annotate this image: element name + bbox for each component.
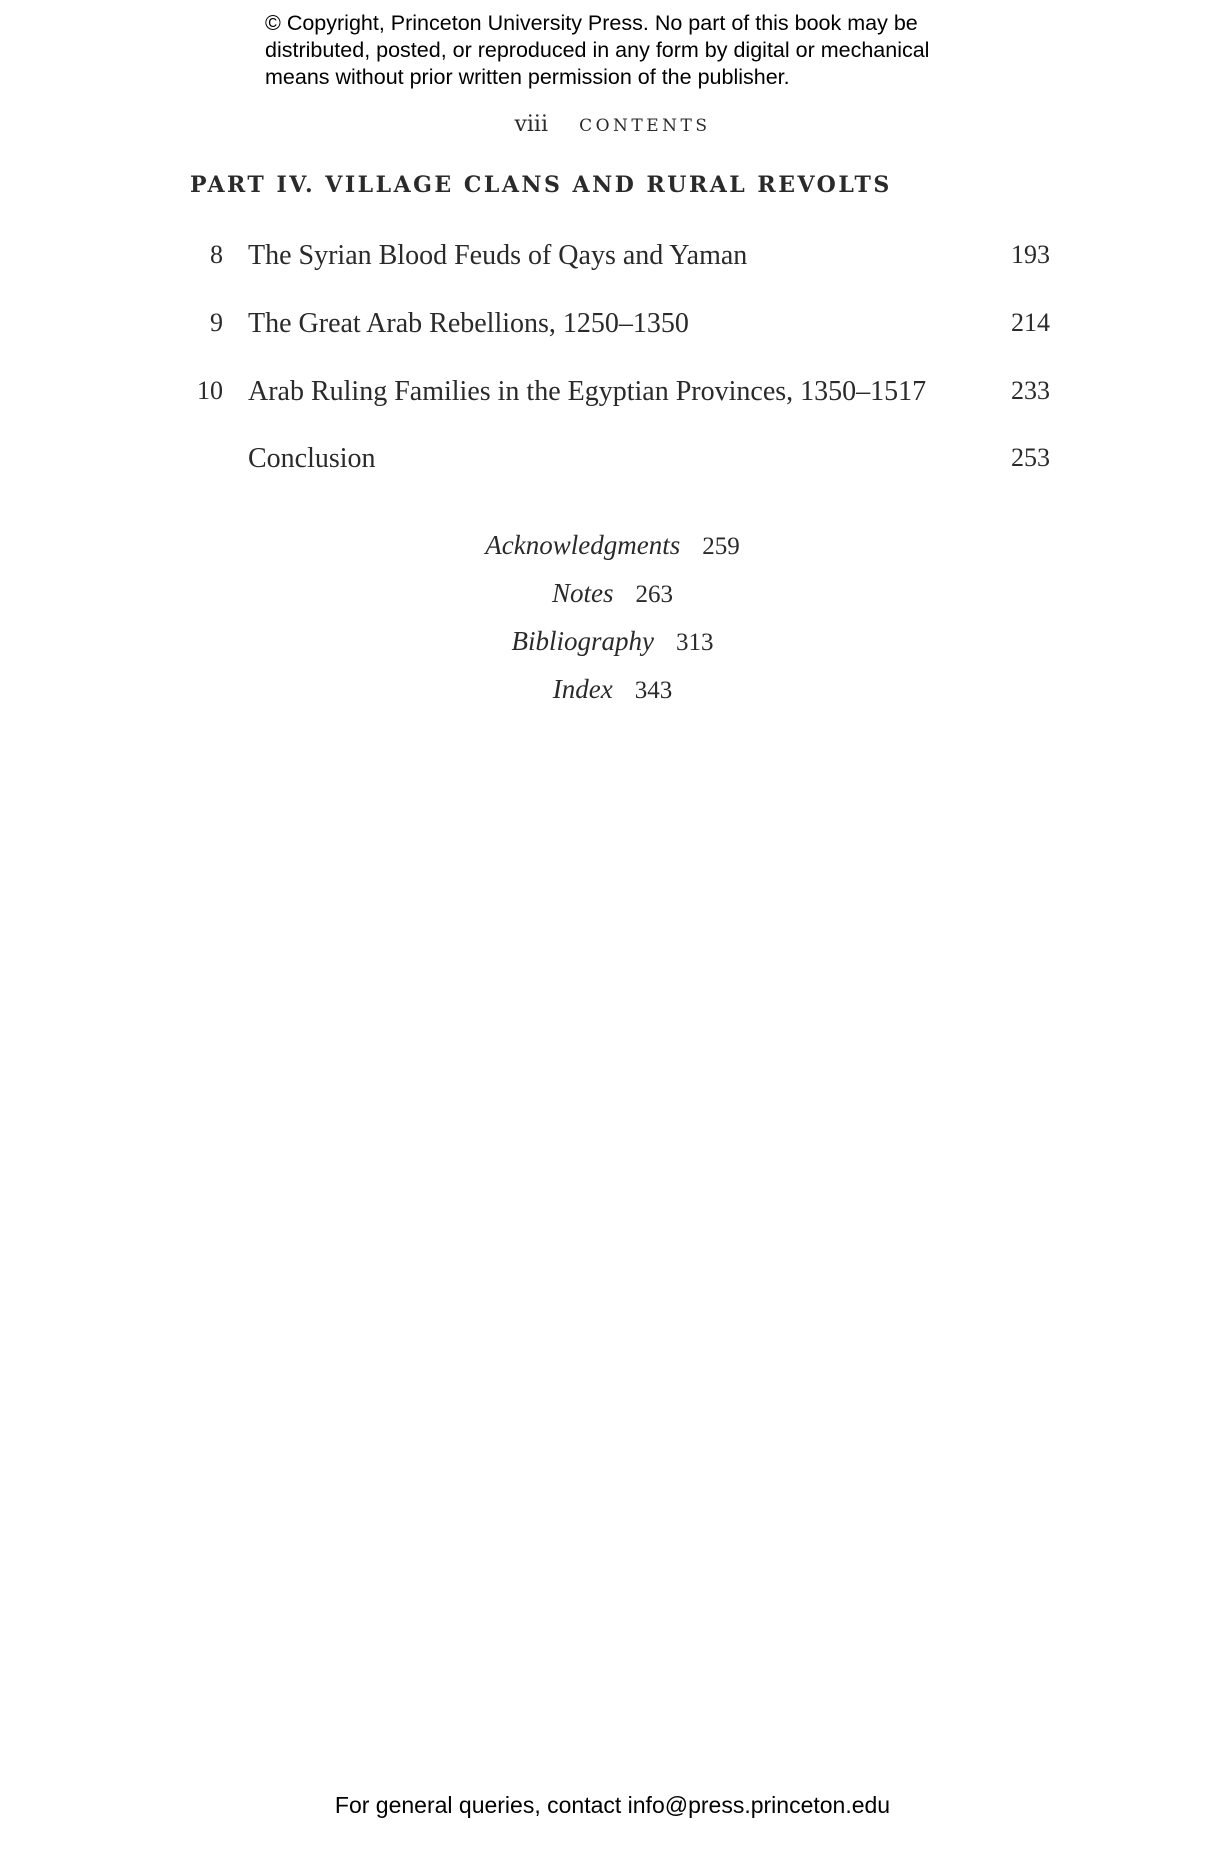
- toc-entry: [190, 443, 1050, 483]
- chapter-number: 10: [197, 376, 223, 405]
- back-matter-title: Notes: [551, 578, 614, 608]
- back-matter-entry: [0, 530, 1225, 561]
- copyright-line: means without prior written permission of the publisher.: [265, 65, 790, 89]
- back-matter-page: 343: [634, 677, 673, 704]
- chapter-title: Arab Ruling Families in the Egyptian Provinces, 1350–1517: [248, 376, 927, 407]
- running-head: [0, 112, 1225, 137]
- copyright-notice: [265, 10, 985, 91]
- chapter-title: Conclusion: [248, 443, 376, 474]
- copyright-line: © Copyright, Princeton University Press. No part of this book may be: [265, 11, 918, 35]
- chapter-page: 233: [1011, 376, 1050, 405]
- copyright-line: distributed, posted, or reproduced in any form by digital or mechanical: [265, 38, 930, 62]
- back-matter-title: Bibliography: [511, 626, 654, 656]
- toc-entry: [190, 240, 1050, 280]
- footer-contact: For general queries, contact info@press.princeton.edu: [334, 1792, 891, 1818]
- back-matter-title: Acknowledgments: [485, 530, 681, 560]
- back-matter-page: 263: [635, 581, 673, 608]
- toc-entry: [190, 376, 1050, 416]
- chapter-number: 8: [210, 240, 223, 269]
- part-heading: PART IV. VILLAGE CLANS AND RURAL REVOLTS: [190, 172, 892, 198]
- back-matter-page: 313: [676, 629, 714, 656]
- chapter-page: 214: [1011, 308, 1050, 337]
- back-matter-entry: [0, 674, 1225, 705]
- chapter-page: 253: [1011, 443, 1050, 472]
- back-matter-entry: [0, 578, 1225, 609]
- chapter-title: The Great Arab Rebellions, 1250–1350: [248, 308, 689, 339]
- page-folio: viii: [514, 112, 548, 137]
- toc-entry: [190, 308, 1050, 348]
- back-matter-title: Index: [552, 674, 613, 704]
- chapter-title: The Syrian Blood Feuds of Qays and Yaman: [248, 240, 748, 271]
- back-matter-entry: [0, 626, 1225, 657]
- back-matter-page: 259: [702, 533, 740, 560]
- chapter-page: 193: [1011, 240, 1050, 269]
- chapter-number: 9: [210, 308, 223, 337]
- running-head-title: CONTENTS: [579, 116, 711, 136]
